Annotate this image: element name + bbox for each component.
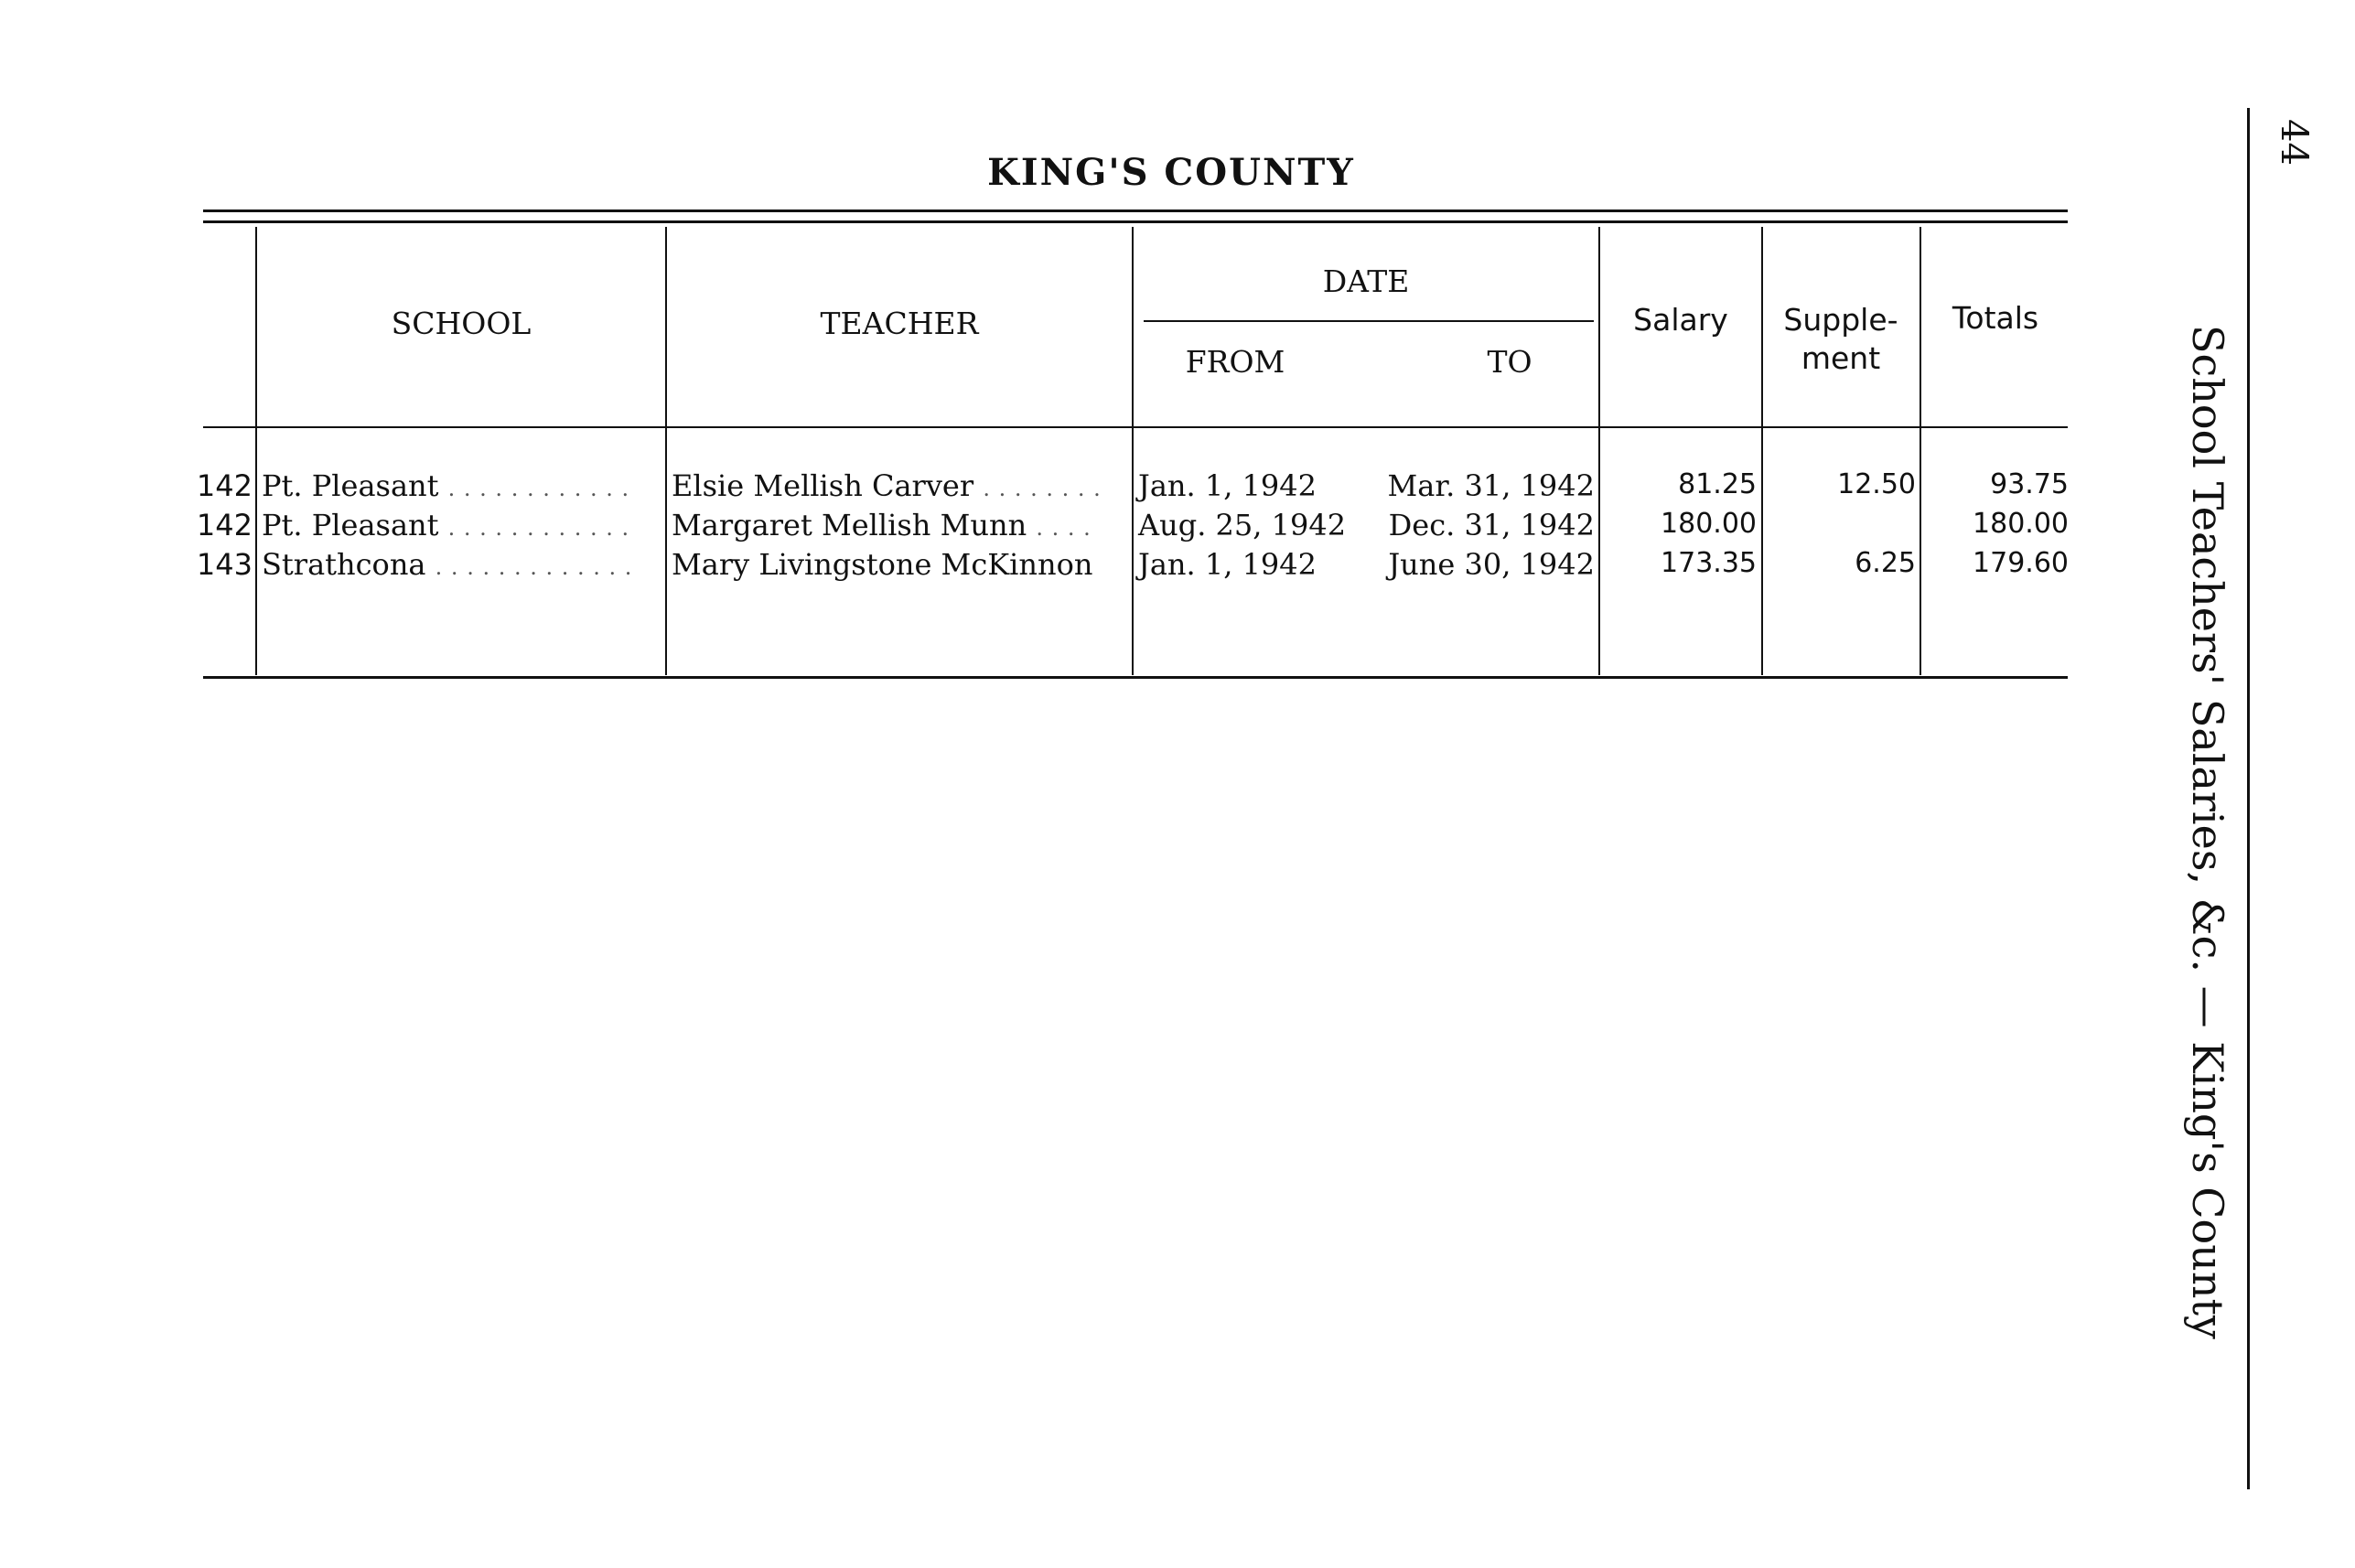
date-divider-rule [1144, 320, 1594, 322]
supplement-value: 6.25 [1855, 547, 1916, 579]
header-teacher: TEACHER [820, 306, 979, 341]
page-title: KING'S COUNTY [987, 151, 1355, 194]
salary-value: 173.35 [1661, 547, 1757, 579]
date-to: Dec. 31, 1942 [1388, 508, 1595, 542]
col-divider [255, 227, 257, 675]
supplement-value: 12.50 [1837, 468, 1916, 500]
school-name [262, 468, 629, 503]
leader-dots: . . . . . . . . . . . . [447, 515, 630, 541]
running-head: School Teachers' Salaries, &c. — King's County [2183, 325, 2232, 1339]
leader-dots: . . . . [1036, 515, 1091, 541]
date-from: Jan. 1, 1942 [1138, 547, 1317, 582]
school-number: 142 [196, 508, 253, 542]
total-value: 179.60 [1973, 547, 2069, 579]
total-value: 180.00 [1973, 508, 2069, 540]
school-name-text: Pt. Pleasant [262, 508, 439, 542]
col-divider [1598, 227, 1600, 675]
teacher-name-text: Mary Livingstone McKinnon [672, 547, 1093, 582]
table-bottom-rule [203, 676, 2068, 679]
header-supplement-line2: ment [1801, 340, 1881, 376]
school-name-text: Pt. Pleasant [262, 468, 439, 503]
school-number: 143 [196, 547, 253, 582]
school-name-text: Strathcona [262, 547, 426, 582]
salary-value: 180.00 [1661, 508, 1757, 540]
margin-rule [2247, 108, 2250, 1489]
header-to: TO [1487, 344, 1532, 380]
col-divider [665, 227, 667, 675]
col-divider [1761, 227, 1763, 675]
teacher-name [672, 508, 1091, 542]
teacher-name-text: Margaret Mellish Munn [672, 508, 1027, 542]
header-school: SCHOOL [391, 306, 532, 341]
header-bottom-rule [203, 426, 2068, 428]
top-double-rule-lower [203, 220, 2068, 223]
total-value: 93.75 [1990, 468, 2069, 500]
header-supplement-line1: Supple- [1783, 302, 1898, 338]
leader-dots: . . . . . . . . [983, 476, 1102, 501]
school-name [262, 508, 629, 542]
school-number: 142 [196, 468, 253, 503]
header-date: DATE [1322, 263, 1410, 299]
col-divider [1132, 227, 1134, 675]
date-from: Aug. 25, 1942 [1138, 508, 1347, 542]
school-name [262, 547, 632, 582]
header-from: FROM [1185, 344, 1285, 380]
header-salary: Salary [1633, 302, 1728, 338]
page-number: 44 [2273, 119, 2315, 166]
date-to: June 30, 1942 [1388, 547, 1595, 582]
leader-dots: . . . . . . . . . . . . . [435, 554, 633, 580]
date-to: Mar. 31, 1942 [1387, 468, 1595, 503]
teacher-name-text: Elsie Mellish Carver [672, 468, 974, 503]
col-divider [1919, 227, 1921, 675]
salary-value: 81.25 [1678, 468, 1757, 500]
header-totals: Totals [1952, 300, 2039, 336]
teacher-name [672, 547, 1092, 582]
leader-dots: . . . . . . . . . . . . [447, 476, 630, 501]
date-from: Jan. 1, 1942 [1138, 468, 1317, 503]
teacher-name [672, 468, 1102, 503]
top-double-rule-upper [203, 209, 2068, 212]
